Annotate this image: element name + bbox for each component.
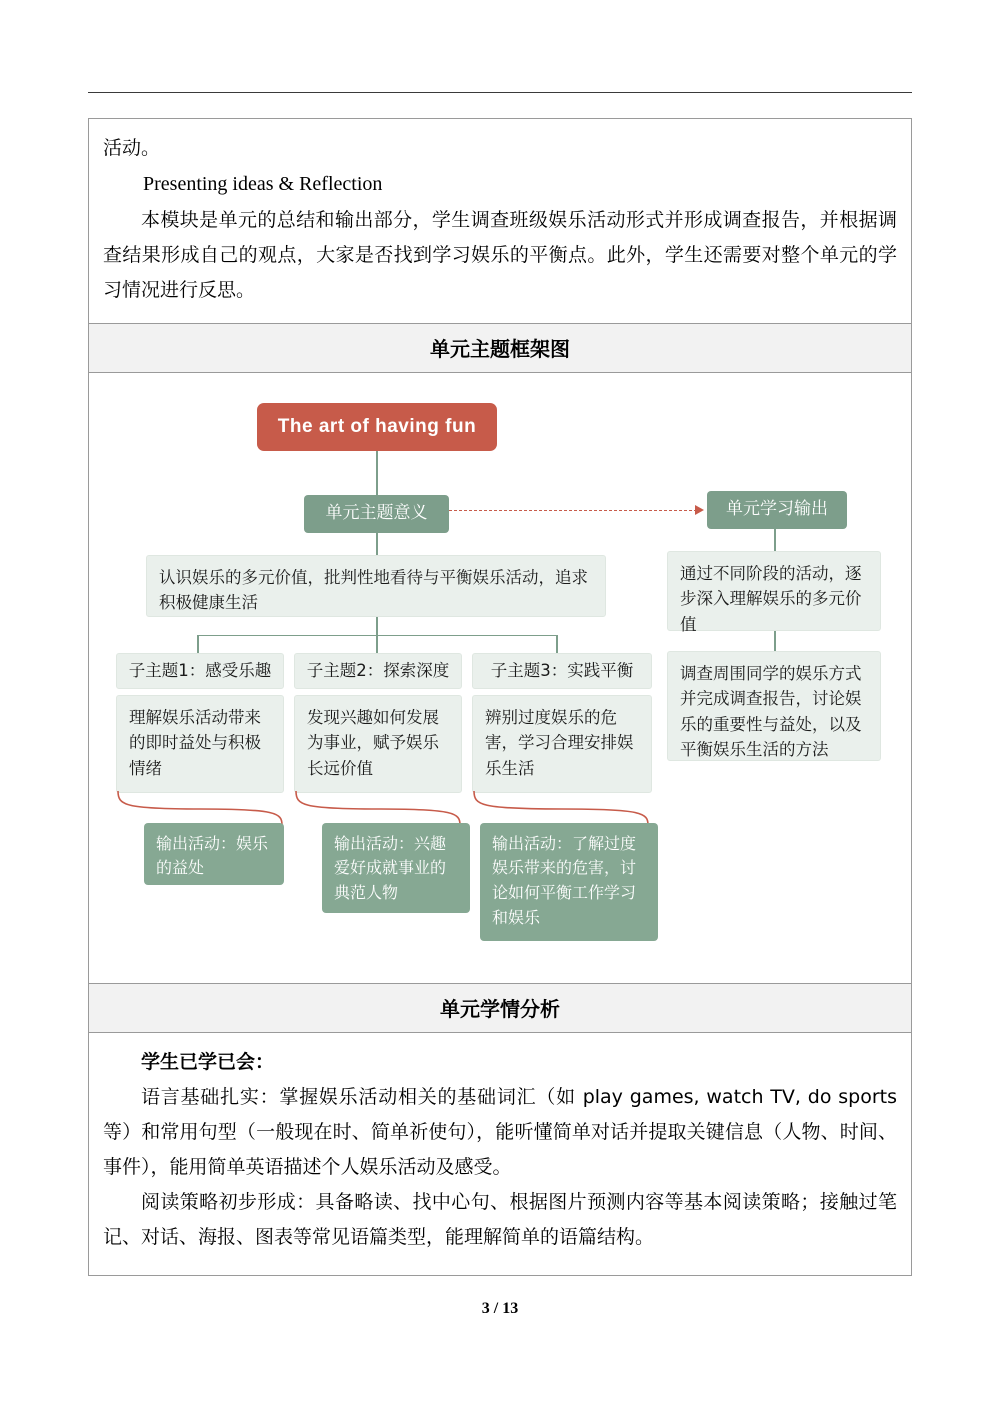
subtopic-2-label: 子主题2：探索深度 bbox=[294, 653, 462, 689]
connector-branch-2 bbox=[376, 635, 378, 653]
analysis-para-1: 语言基础扎实：掌握娱乐活动相关的基础词汇（如 play games, watch TV, do sports 等）和常用句型（一般现在时、简单祈使句），能听懂简单对话并提取关键信息（人物、时间、事件），能用简单英语描述个人娱乐活动及感受。 bbox=[103, 1085, 897, 1178]
subtopic-2-output: 输出活动：兴趣爱好成就事业的典范人物 bbox=[322, 823, 470, 913]
subtopic-3-label: 子主题3：实践平衡 bbox=[472, 653, 652, 689]
analysis-heading: 学生已学已会： bbox=[141, 1050, 275, 1073]
diagram-theme-desc: 认识娱乐的多元价值，批判性地看待与平衡娱乐活动，追求积极健康生活 bbox=[146, 555, 606, 617]
analysis-cell bbox=[89, 1033, 911, 1276]
intro-cell bbox=[89, 119, 911, 324]
intro-para1: 本模块是单元的总结和输出部分，学生调查班级娱乐活动形式并形成调查报告，并根据调查结果形成自己的观点，大家是否找到学习娱乐的平衡点。此外，学生还需要对整个单元的学习情况进行反思。 bbox=[103, 209, 897, 302]
connector-output-top bbox=[774, 529, 776, 551]
subtopic-3-output: 输出活动：了解过度娱乐带来的危害，讨论如何平衡工作学习和娱乐 bbox=[480, 823, 658, 941]
analysis-section-title: 单元学情分析 bbox=[89, 984, 911, 1033]
intro-line2: Presenting ideas & Reflection bbox=[143, 173, 383, 196]
connector-branch-1 bbox=[197, 635, 199, 653]
diagram-learning-output-node: 单元学习输出 bbox=[707, 491, 847, 529]
header-rule bbox=[88, 92, 912, 93]
intro-line1: 活动。 bbox=[103, 137, 161, 159]
subtopic-2-desc: 发现兴趣如何发展为事业，赋予娱乐长远价值 bbox=[294, 695, 462, 793]
brace-2-icon bbox=[292, 791, 472, 825]
diagram-theme-meaning-node: 单元主题意义 bbox=[304, 495, 449, 533]
connector-output-mid bbox=[774, 631, 776, 651]
connector-desc-down bbox=[376, 617, 378, 635]
dashed-connector bbox=[449, 510, 697, 511]
framework-section-title: 单元主题框架图 bbox=[89, 324, 911, 373]
diagram-output-desc-2: 调查周围同学的娱乐方式并完成调查报告，讨论娱乐的重要性与益处，以及平衡娱乐生活的方法 bbox=[667, 651, 881, 761]
brace-1-icon bbox=[114, 791, 294, 825]
analysis-para-2: 阅读策略初步形成：具备略读、找中心句、根据图片预测内容等基本阅读策略；接触过笔记、对话、海报、图表等常见语篇类型，能理解简单的语篇结构。 bbox=[103, 1191, 897, 1249]
diagram-output-desc-1: 通过不同阶段的活动，逐步深入理解娱乐的多元价值 bbox=[667, 551, 881, 631]
brace-3-icon bbox=[470, 791, 660, 825]
arrow-head-icon bbox=[695, 505, 704, 515]
subtopic-1-desc: 理解娱乐活动带来的即时益处与积极情绪 bbox=[116, 695, 284, 793]
page-footer: 3 / 13 bbox=[481, 1300, 519, 1317]
document-table bbox=[88, 118, 912, 1276]
subtopic-1-label: 子主题1：感受乐趣 bbox=[116, 653, 284, 689]
subtopic-3-desc: 辨别过度娱乐的危害，学习合理安排娱乐生活 bbox=[472, 695, 652, 793]
subtopic-1-output: 输出活动：娱乐的益处 bbox=[144, 823, 284, 885]
diagram-title-node: The art of having fun bbox=[257, 403, 497, 451]
connector-branch-3 bbox=[556, 635, 558, 653]
connector-title-to-theme bbox=[376, 451, 378, 495]
connector-theme-to-desc bbox=[376, 533, 378, 555]
framework-diagram bbox=[89, 373, 911, 984]
